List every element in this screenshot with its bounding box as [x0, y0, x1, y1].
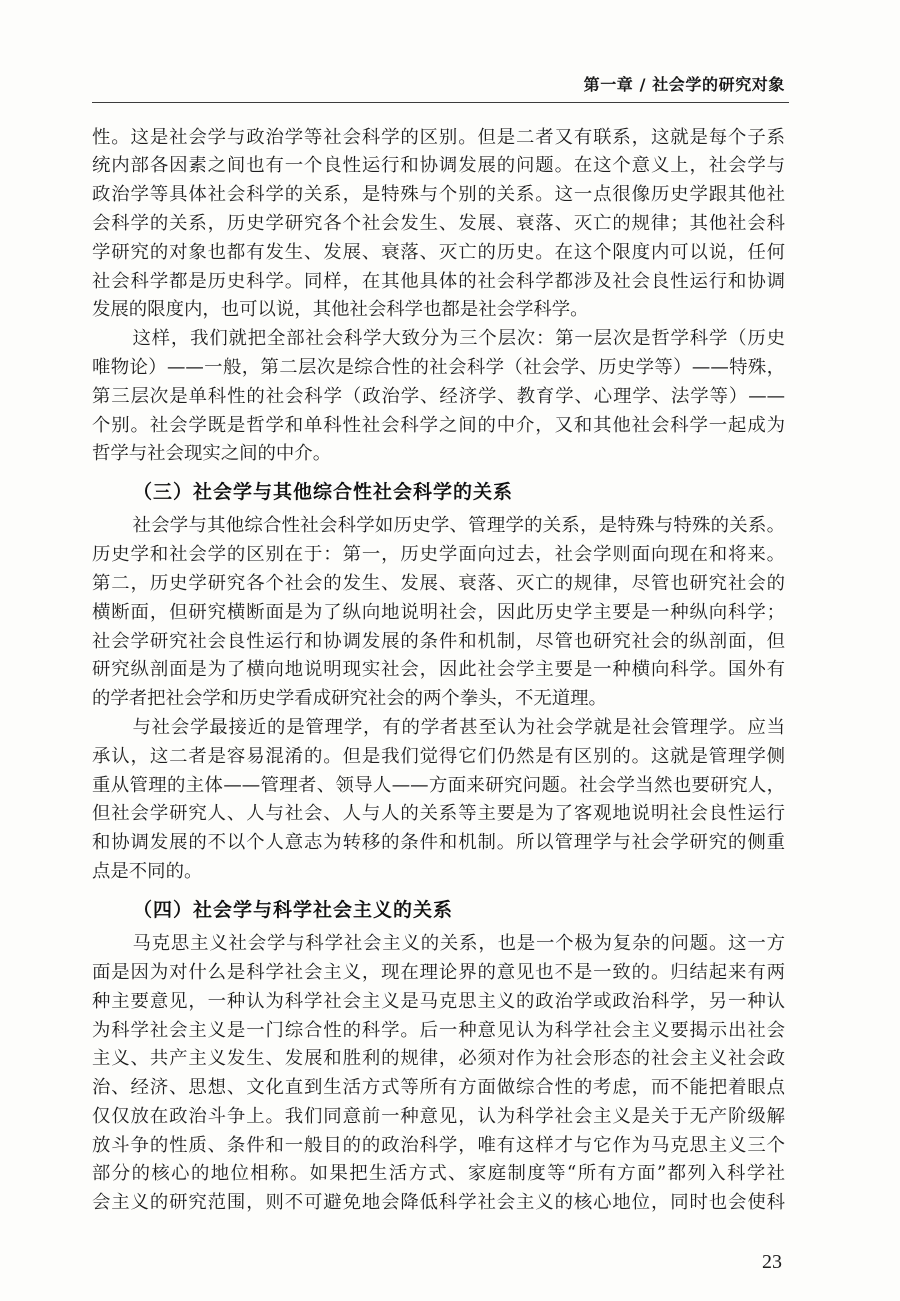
- text-line: 哲学与社会现实之间的中介。: [92, 443, 332, 465]
- text-line: 发展的限度内，也可以说，其他社会科学也都是社会学科学。: [92, 299, 589, 321]
- text-line: 承认，这二者是容易混淆的。但是我们觉得它们仍然是有区别的。这就是管理学侧: [92, 745, 785, 767]
- text-line: 会科学的关系，历史学研究各个社会发生、发展、衰落、灭亡的规律；其他社会科: [92, 212, 785, 234]
- running-header: 第一章 / 社会学的研究对象: [583, 75, 785, 94]
- section-heading: （三）社会学与其他综合性社会科学的关系: [133, 481, 514, 504]
- section-heading: （四）社会学与科学社会主义的关系: [133, 898, 454, 921]
- text-line: 和协调发展的不以个人意志为转移的条件和机制。所以管理学与社会学研究的侧重: [92, 832, 785, 854]
- header-rule: [92, 102, 789, 103]
- paragraph: [92, 930, 785, 1218]
- text-line: 学研究的对象也都有发生、发展、衰落、灭亡的历史。在这个限度内可以说，任何: [92, 241, 785, 263]
- text-line: 统内部各因素之间也有一个良性运行和协调发展的问题。在这个意义上，社会学与: [92, 155, 785, 177]
- page-body: [92, 124, 785, 1218]
- text-line: 部分的核心的地位相称。如果把生活方式、家庭制度等“所有方面”都列入科学社: [92, 1163, 785, 1185]
- text-line: 面是因为对什么是科学社会主义，现在理论界的意见也不是一致的。归结起来有两: [92, 961, 785, 983]
- text-line: 社会科学都是历史科学。同样，在其他具体的社会科学都涉及社会良性运行和协调: [92, 270, 785, 292]
- text-line: 为科学社会主义是一门综合性的科学。后一种意见认为科学社会主义要揭示出社会: [92, 1019, 785, 1041]
- text-line: 但社会学研究人、人与社会、人与人的关系等主要是为了客观地说明社会良性运行: [92, 803, 785, 825]
- text-line: 个别。社会学既是哲学和单科性社会科学之间的中介，又和其他社会科学一起成为: [92, 414, 785, 436]
- text-line: 性。这是社会学与政治学等社会科学的区别。但是二者又有联系，这就是每个子系: [92, 126, 785, 148]
- text-line: 研究纵剖面是为了横向地说明现实社会，因此社会学主要是一种横向科学。国外有: [92, 659, 785, 681]
- text-line: 点是不同的。: [92, 861, 203, 883]
- text-line: 社会学研究社会良性运行和协调发展的条件和机制，尽管也研究社会的纵剖面，但: [92, 630, 785, 652]
- paragraph: [92, 714, 785, 887]
- text-line: 治、经济、思想、文化直到生活方式等所有方面做综合性的考虑，而不能把着眼点: [92, 1077, 785, 1099]
- section: [92, 896, 785, 1218]
- text-line: 主义、共产主义发生、发展和胜利的规律，必须对作为社会形态的社会主义社会政: [92, 1048, 785, 1070]
- text-line: 第三层次是单科性的社会科学（政治学、经济学、教育学、心理学、法学等）——: [92, 385, 785, 407]
- text-line: 与社会学最接近的是管理学，有的学者甚至认为社会学就是社会管理学。应当: [132, 717, 785, 739]
- text-line: 放斗争的性质、条件和一般目的的政治科学，唯有这样才与它作为马克思主义三个: [92, 1134, 785, 1156]
- page-number: 23: [762, 1251, 782, 1273]
- text-line: 这样，我们就把全部社会科学大致分为三个层次：第一层次是哲学科学（历史: [132, 328, 785, 350]
- text-line: 种主要意见，一种认为科学社会主义是马克思主义的政治学或政治科学，另一种认: [92, 990, 785, 1012]
- text-line: 政治学等具体社会科学的关系，是特殊与个别的关系。这一点很像历史学跟其他社: [92, 184, 785, 206]
- text-line: 社会学与其他综合性社会科学如历史学、管理学的关系，是特殊与特殊的关系。: [132, 515, 785, 537]
- text-line: 唯物论）——一般，第二层次是综合性的社会科学（社会学、历史学等）——特殊，: [92, 356, 785, 378]
- paragraph: [92, 124, 785, 326]
- section: [92, 478, 785, 887]
- text-line: 会主义的研究范围，则不可避免地会降低科学社会主义的核心地位，同时也会使科: [92, 1192, 785, 1214]
- text-line: 的学者把社会学和历史学看成研究社会的两个拳头，不无道理。: [92, 688, 607, 710]
- text-line: 重从管理的主体——管理者、领导人——方面来研究问题。社会学当然也要研究人，: [92, 774, 785, 796]
- text-line: 第二，历史学研究各个社会的发生、发展、衰落、灭亡的规律，尽管也研究社会的: [92, 573, 785, 595]
- paragraph: [92, 512, 785, 714]
- paragraph: [92, 325, 785, 469]
- text-line: 仅仅放在政治斗争上。我们同意前一种意见，认为科学社会主义是关于无产阶级解: [92, 1105, 785, 1127]
- text-line: 横断面，但研究横断面是为了纵向地说明社会，因此历史学主要是一种纵向科学；: [92, 601, 785, 623]
- text-line: 马克思主义社会学与科学社会主义的关系，也是一个极为复杂的问题。这一方: [132, 933, 785, 955]
- text-line: 历史学和社会学的区别在于：第一，历史学面向过去，社会学则面向现在和将来。: [92, 544, 785, 566]
